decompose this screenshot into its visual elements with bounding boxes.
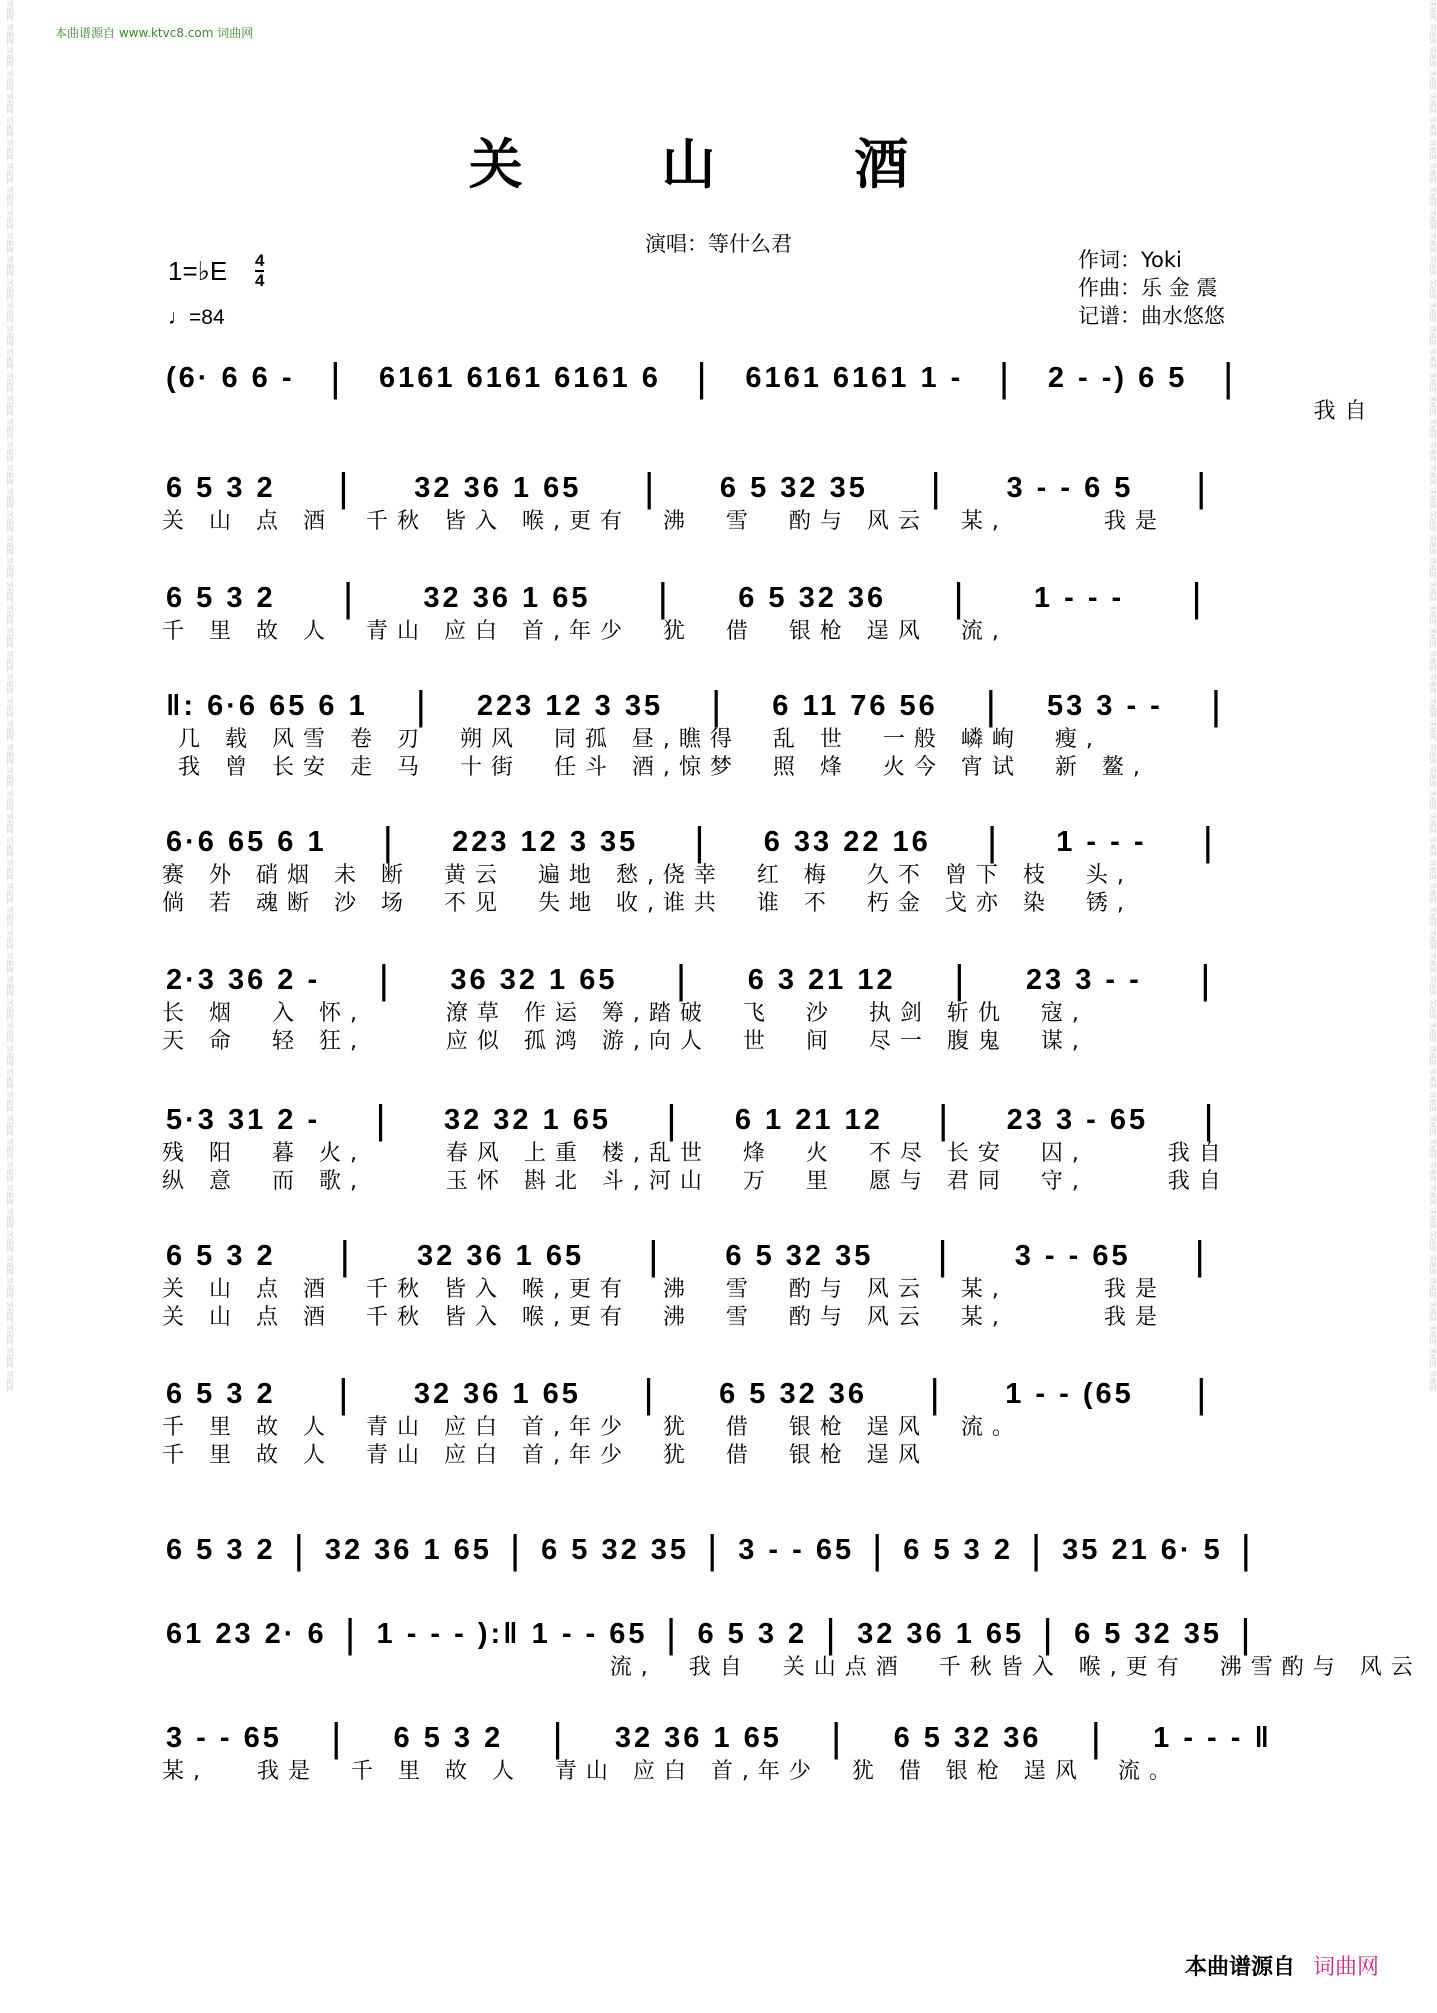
bar-line: | bbox=[509, 1527, 524, 1572]
measure: 32 32 1 65 bbox=[443, 1103, 612, 1136]
measure: 23 3 - - bbox=[1025, 963, 1142, 996]
bar-line: | bbox=[378, 957, 392, 1002]
bar-line: | bbox=[1203, 1097, 1217, 1142]
credits-block bbox=[1078, 246, 1225, 330]
bar-line: | bbox=[1090, 1715, 1105, 1760]
time-signature bbox=[255, 252, 264, 290]
bar-line: | bbox=[342, 575, 357, 620]
bar-line: | bbox=[1191, 575, 1205, 620]
bar-line: | bbox=[1202, 819, 1216, 864]
score-system bbox=[160, 1097, 1278, 1196]
footer-label: 本曲谱源自 bbox=[1184, 1955, 1295, 1980]
bar-line: | bbox=[694, 819, 708, 864]
bar-line: | bbox=[382, 819, 397, 864]
measure: 3 - - 65 bbox=[1014, 1239, 1131, 1272]
measure: 6 5 32 35 bbox=[719, 471, 868, 504]
tempo-marking: ♩=84 bbox=[168, 306, 225, 329]
composer-credit: 作曲：乐 金 震 bbox=[1078, 276, 1218, 300]
bar-line: | bbox=[657, 575, 672, 620]
score-system bbox=[160, 465, 1278, 536]
measure: 6 5 32 36 bbox=[893, 1721, 1042, 1754]
score-system bbox=[160, 1371, 1278, 1470]
bar-line: | bbox=[938, 1097, 952, 1142]
bar-line: | bbox=[1195, 465, 1210, 510]
meter-bottom: 4 bbox=[255, 271, 265, 290]
measure: 35 21 6· 5 bbox=[1062, 1533, 1223, 1566]
bar-line: | bbox=[998, 355, 1013, 400]
measure: 2 - -) 6 5 bbox=[1047, 361, 1188, 394]
measure: 6·6 65 6 1 bbox=[166, 825, 327, 858]
bar-line: | bbox=[665, 1611, 680, 1656]
score-system bbox=[160, 683, 1278, 782]
bar-line: | bbox=[986, 819, 1001, 864]
bar-line: | bbox=[711, 683, 725, 728]
note-line bbox=[160, 683, 1278, 728]
score-system bbox=[160, 1527, 1278, 1572]
measure: 6 5 3 2 bbox=[903, 1533, 1013, 1566]
measure: 223 12 3 35 bbox=[452, 825, 639, 858]
lyric-line: 我自 bbox=[162, 399, 1376, 424]
measure: 1 - - - ):‖ 1 - - 65 bbox=[376, 1617, 648, 1650]
measure: 6 5 3 2 bbox=[166, 1377, 276, 1410]
measure: 6 5 3 2 bbox=[697, 1617, 808, 1650]
score-system bbox=[160, 819, 1278, 918]
score-system bbox=[160, 1233, 1278, 1332]
bar-line: | bbox=[1196, 1371, 1210, 1416]
measure: 23 3 - 65 bbox=[1006, 1103, 1149, 1136]
bar-line: | bbox=[1200, 957, 1214, 1002]
measure: 6 5 32 36 bbox=[719, 1377, 868, 1410]
measure: 32 36 1 65 bbox=[614, 1721, 782, 1754]
bar-line: | bbox=[330, 355, 344, 400]
measure: 3 - - 6 5 bbox=[1006, 471, 1134, 504]
note-line bbox=[160, 1527, 1278, 1572]
side-watermark-left: 词曲网 词曲网 词曲网 词曲网 词曲网 词曲网 词曲网 词曲网 词曲网 词曲网 词曲网 词曲网 词曲网 词曲网 词曲网 词曲网 词曲网 词曲网 词曲网 词曲网 词曲网 词曲网 词曲网 词曲网 词曲网 词曲网 词曲网 词曲网 词曲网 词曲网 词曲网 词曲网 词曲网 词曲网 词曲网 词曲网 词曲网 词曲网 词曲网 词曲网 词曲网 词曲网 词曲网 词曲网 词曲网 词曲网 词曲网 词曲网 词曲网 词曲网 词曲网 词曲网 词曲网 词曲网 词曲网 词曲网 词曲网 词曲网 词曲网 词曲网 bbox=[6, 0, 14, 1392]
lyric-line: 纵 意 而 歌, 玉怀 斟北 斗,河山 万 里 愿与 君同 守, 我自 bbox=[162, 1169, 1230, 1194]
measure: 6 33 22 16 bbox=[763, 825, 931, 858]
singer-credit: 演唱：等什么君 bbox=[645, 232, 792, 256]
bar-line: | bbox=[415, 683, 430, 728]
note-line bbox=[160, 355, 1278, 400]
bar-line: | bbox=[293, 1527, 307, 1572]
song-title: 关 山 酒 bbox=[468, 132, 969, 196]
measure: 6161 6161 6161 6 bbox=[379, 361, 661, 394]
bar-line: | bbox=[954, 957, 968, 1002]
bar-line: | bbox=[831, 1715, 845, 1760]
lyric-line: 几 载 风雪 卷 刃 朔风 同孤 昼,瞧得 乱 世 一般 嶙峋 瘦, bbox=[162, 727, 1102, 752]
lyricist-credit: 作词：Yoki bbox=[1078, 248, 1182, 272]
measure: 6 5 3 2 bbox=[166, 1533, 276, 1566]
measure: 6 5 32 35 bbox=[541, 1533, 690, 1566]
bar-line: | bbox=[985, 683, 1000, 728]
measure: 3 - - 65 bbox=[738, 1533, 855, 1566]
measure: 6 3 21 12 bbox=[747, 963, 896, 996]
measure: 6 5 3 2 bbox=[166, 581, 276, 614]
note-line bbox=[160, 819, 1278, 864]
meter-top: 4 bbox=[255, 251, 265, 270]
note-line bbox=[160, 1233, 1278, 1278]
transcriber-credit: 记谱：曲水悠悠 bbox=[1078, 304, 1225, 328]
bar-line: | bbox=[1240, 1527, 1255, 1572]
side-watermark-right: 词曲网 词曲网 词曲网 词曲网 词曲网 词曲网 词曲网 词曲网 词曲网 词曲网 词曲网 词曲网 词曲网 词曲网 词曲网 词曲网 词曲网 词曲网 词曲网 词曲网 词曲网 词曲网 词曲网 词曲网 词曲网 词曲网 词曲网 词曲网 词曲网 词曲网 词曲网 词曲网 词曲网 词曲网 词曲网 词曲网 词曲网 词曲网 词曲网 词曲网 词曲网 词曲网 词曲网 词曲网 词曲网 词曲网 词曲网 词曲网 词曲网 词曲网 词曲网 词曲网 词曲网 词曲网 词曲网 词曲网 词曲网 词曲网 词曲网 词曲网 bbox=[1429, 0, 1437, 1392]
bar-line: | bbox=[1222, 355, 1237, 400]
score-system bbox=[160, 1611, 1422, 1682]
bar-line: | bbox=[953, 575, 967, 620]
note-line bbox=[160, 1097, 1278, 1142]
bar-line: | bbox=[1240, 1611, 1254, 1656]
measure: 32 36 1 65 bbox=[857, 1617, 1025, 1650]
measure: 223 12 3 35 bbox=[476, 689, 664, 722]
measure: (6· 6 6 - bbox=[166, 361, 295, 394]
lyric-line: 某, 我是 千 里 故 人 青山 应白 首,年少 犹 借 银枪 逞风 流。 bbox=[162, 1759, 1180, 1784]
measure: 32 36 1 65 bbox=[324, 1533, 492, 1566]
measure: 6 5 32 36 bbox=[738, 581, 887, 614]
bar-line: | bbox=[648, 1233, 662, 1278]
lyric-line: 赛 外 硝烟 未 断 黄云 遍地 愁,侥幸 红 梅 久不 曾下 枝 头, bbox=[162, 863, 1133, 888]
measure: 2·3 36 2 - bbox=[166, 963, 321, 996]
measure: 6 5 32 35 bbox=[725, 1239, 874, 1272]
bar-line: | bbox=[825, 1611, 839, 1656]
measure: 6 5 3 2 bbox=[166, 1239, 276, 1272]
bar-line: | bbox=[666, 1097, 680, 1142]
bar-line: | bbox=[929, 1371, 943, 1416]
measure: 32 36 1 65 bbox=[414, 471, 582, 504]
bar-line: | bbox=[696, 355, 710, 400]
bar-line: | bbox=[706, 1527, 721, 1572]
lyric-line: 流, 我自 关山点酒 千秋皆入 喉,更有 沸雪酌与 风云 bbox=[162, 1655, 1422, 1680]
bar-line: | bbox=[930, 465, 944, 510]
measure: 6 1 21 12 bbox=[734, 1103, 883, 1136]
note-line bbox=[160, 1611, 1278, 1656]
measure: 6161 6161 1 - bbox=[745, 361, 964, 394]
key-signature: 1=♭E bbox=[168, 256, 228, 286]
lyric-line: 关 山 点 酒 千秋 皆入 喉,更有 沸 雪 酌与 风云 某, 我是 bbox=[162, 1277, 1166, 1302]
measure: 61 23 2· 6 bbox=[166, 1617, 327, 1650]
bar-line: | bbox=[1042, 1611, 1056, 1656]
lyric-line: 倘 若 魂断 沙 场 不见 失地 收,谁共 谁 不 朽金 戈亦 染 锈, bbox=[162, 891, 1133, 916]
measure: 32 36 1 65 bbox=[423, 581, 591, 614]
bar-line: | bbox=[331, 1715, 345, 1760]
measure: 1 - - - ‖ bbox=[1153, 1721, 1272, 1754]
lyric-line: 千 里 故 人 青山 应白 首,年少 犹 借 银枪 逞风 bbox=[162, 1443, 929, 1468]
bar-line: | bbox=[338, 465, 352, 510]
bar-line: | bbox=[937, 1233, 951, 1278]
measure: ‖: 6·6 65 6 1 bbox=[166, 689, 368, 722]
lyric-line: 长 烟 入 怀, 潦草 作运 筹,踏破 飞 沙 执剑 斩仇 寇, bbox=[162, 1001, 1088, 1026]
footer-site-link[interactable]: 词曲网 bbox=[1312, 1955, 1379, 1980]
note-line bbox=[160, 575, 1278, 620]
bar-line: | bbox=[872, 1527, 886, 1572]
measure: 32 36 1 65 bbox=[417, 1239, 585, 1272]
measure: 53 3 - - bbox=[1046, 689, 1163, 722]
measure: 5·3 31 2 - bbox=[166, 1103, 321, 1136]
score-system bbox=[160, 957, 1278, 1056]
lyric-line: 千 里 故 人 青山 应白 首,年少 犹 借 银枪 逞风 流, bbox=[162, 619, 1008, 644]
note-line bbox=[160, 465, 1278, 510]
note-line bbox=[160, 1371, 1278, 1416]
lyric-line: 千 里 故 人 青山 应白 首,年少 犹 借 银枪 逞风 流。 bbox=[162, 1415, 1023, 1440]
bar-line: | bbox=[1030, 1527, 1045, 1572]
measure: 32 36 1 65 bbox=[413, 1377, 581, 1410]
measure: 1 - - - bbox=[1033, 581, 1125, 614]
bar-line: | bbox=[643, 1371, 657, 1416]
measure: 6 5 3 2 bbox=[166, 471, 276, 504]
measure: 6 5 3 2 bbox=[393, 1721, 504, 1754]
source-header: 本曲谱源自 www.ktvc8.com 词曲网 bbox=[55, 26, 254, 40]
bar-line: | bbox=[344, 1611, 359, 1656]
score-system bbox=[160, 575, 1278, 646]
footer-source bbox=[1185, 1950, 1379, 1981]
bar-line: | bbox=[552, 1715, 566, 1760]
score-system bbox=[160, 1715, 1278, 1786]
bar-line: | bbox=[339, 1233, 354, 1278]
lyric-line: 关 山 点 酒 千秋 皆入 喉,更有 沸 雪 酌与 风云 某, 我是 bbox=[162, 1305, 1166, 1330]
bar-line: | bbox=[338, 1371, 352, 1416]
measure: 6 11 76 56 bbox=[772, 689, 938, 722]
note-line bbox=[160, 1715, 1278, 1760]
bar-line: | bbox=[643, 465, 658, 510]
measure: 6 5 32 35 bbox=[1074, 1617, 1223, 1650]
lyric-line: 残 阳 暮 火, 春风 上重 楼,乱世 烽 火 不尽 长安 囚, 我自 bbox=[162, 1141, 1230, 1166]
bar-line: | bbox=[675, 957, 690, 1002]
measure: 3 - - 65 bbox=[166, 1721, 282, 1754]
bar-line: | bbox=[1210, 683, 1225, 728]
measure: 36 32 1 65 bbox=[450, 963, 618, 996]
measure: 1 - - - bbox=[1056, 825, 1147, 858]
lyric-line: 天 命 轻 狂, 应似 孤鸿 游,向人 世 间 尽一 腹鬼 谋, bbox=[162, 1029, 1088, 1054]
bar-line: | bbox=[1194, 1233, 1208, 1278]
measure: 1 - - (65 bbox=[1005, 1377, 1134, 1410]
note-line bbox=[160, 957, 1278, 1002]
lyric-line: 关 山 点 酒 千秋 皆入 喉,更有 沸 雪 酌与 风云 某, 我是 bbox=[162, 509, 1166, 534]
lyric-line: 我 曾 长安 走 马 十街 任斗 酒,惊梦 照 烽 火今 宵试 新 鳌, bbox=[162, 755, 1149, 780]
bar-line: | bbox=[375, 1097, 389, 1142]
score-system bbox=[160, 355, 1376, 426]
